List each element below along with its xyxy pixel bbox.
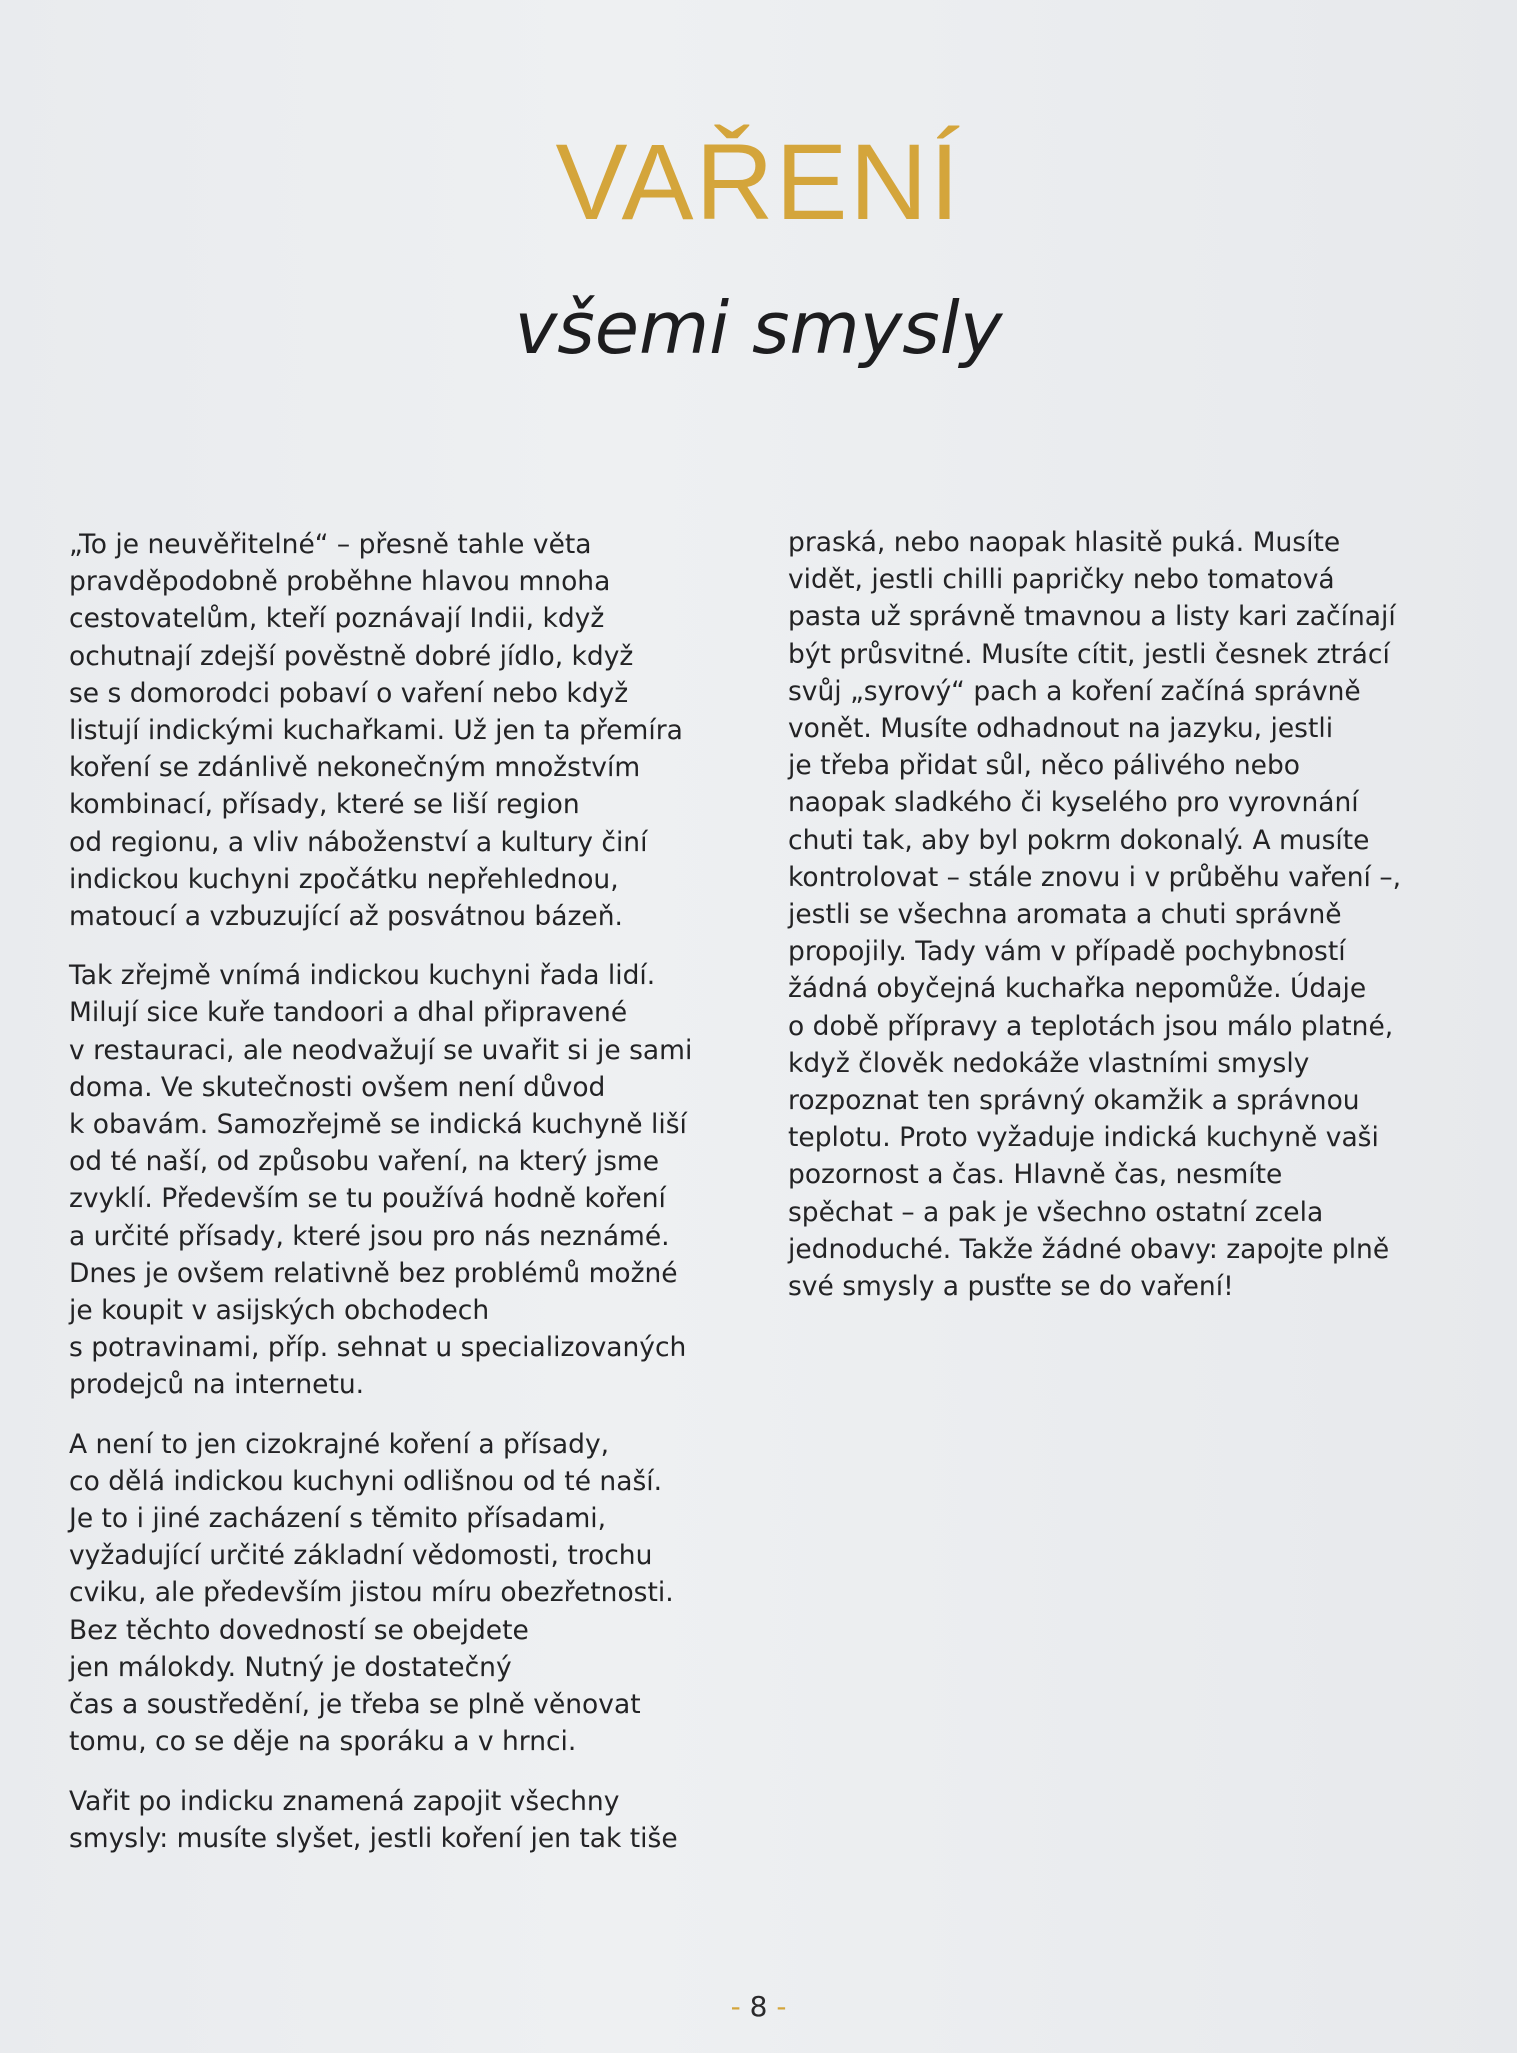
text-line: chuti tak, aby byl pokrm dokonalý. A musíte (788, 824, 1370, 856)
paragraph (69, 1783, 749, 1857)
text-line: kontrolovat – stále znovu i v průběhu vaření –, (788, 861, 1401, 893)
text-line: „To je neuvěřitelné“ – přesně tahle věta (69, 529, 592, 560)
text-line: se s domorodci pobaví o vaření nebo když (69, 677, 629, 709)
text-line: své smysly a pusťte se do vaření! (788, 1271, 1234, 1303)
text-line: když člověk nedokáže vlastními smysly (788, 1047, 1310, 1079)
text-line: indickou kuchyni zpočátku nepřehlednou, (69, 863, 619, 895)
text-line: ochutnají zdejší pověstně dobré jídlo, když (69, 640, 634, 672)
text-line: spěchat – a pak je všechno ostatní zcela (788, 1196, 1324, 1228)
text-line: Dnes je ovšem relativně bez problémů možné (69, 1257, 678, 1289)
text-line: být průsvitné. Musíte cítit, jestli česnek ztrácí (788, 638, 1390, 670)
page-number (0, 1990, 1517, 2023)
text-line: Bez těchto dovedností se obejdete (69, 1614, 529, 1646)
text-line: zvyklí. Především se tu používá hodně koření (69, 1183, 666, 1215)
text-line: doma. Ve skutečnosti ovšem není důvod (69, 1071, 606, 1103)
text-line: A není to jen cizokrajné koření a přísady, (69, 1428, 610, 1460)
text-line: žádná obyčejná kuchařka nepomůže. Údaje (788, 973, 1367, 1005)
text-line: v restauraci, ale neodvažují se uvařit si je sami (69, 1034, 693, 1066)
left-column (69, 526, 749, 1857)
text-line: Vařit po indicku znamená zapojit všechny (69, 1785, 620, 1817)
page-number-dash-left: - (730, 1990, 741, 2023)
text-line: od regionu, a vliv náboženství a kultury činí (69, 826, 648, 858)
text-line: praská, nebo naopak hlasitě puká. Musíte (788, 527, 1341, 558)
text-line: o době přípravy a teplotách jsou málo platné, (788, 1010, 1394, 1042)
text-line: je třeba přidat sůl, něco pálivého nebo (788, 750, 1300, 782)
text-line: pasta už správně tmavnou a listy kari začínají (788, 601, 1396, 633)
text-line: cestovatelům, kteří poznávají Indii, když (69, 603, 605, 635)
text-line: koření se zdánlivě nekonečným množstvím (69, 752, 641, 784)
text-line: vonět. Musíte odhadnout na jazyku, jestli (788, 713, 1334, 745)
text-line: k obavám. Samozřejmě se indická kuchyně liší (69, 1109, 687, 1141)
text-line: jednoduché. Takže žádné obavy: zapojte plně (788, 1233, 1390, 1265)
text-line: jestli se všechna aromata a chuti správně (788, 899, 1342, 931)
page-number-dash-right: - (776, 1990, 787, 2023)
text-line: propojily. Tady vám v případě pochybností (788, 936, 1346, 968)
text-line: kombinací, přísady, které se liší region (69, 789, 580, 821)
text-line: Tak zřejmě vnímá indickou kuchyni řada lidí. (69, 960, 656, 992)
text-line: čas a soustředění, je třeba se plně věnovat (69, 1689, 641, 1721)
text-line: teplotu. Proto vyžaduje indická kuchyně vaši (788, 1122, 1379, 1154)
text-line: smysly: musíte slyšet, jestli koření jen tak tiše (69, 1822, 678, 1854)
text-line: a určité přísady, které jsou pro nás neznámé. (69, 1220, 670, 1252)
text-line: prodejců na internetu. (69, 1369, 365, 1401)
paragraph (69, 957, 749, 1403)
page-title: VAŘENÍ (555, 121, 962, 242)
text-line: listují indickými kuchařkami. Už jen ta přemíra (69, 715, 683, 747)
text-line: naopak sladkého či kyselého pro vyrovnání (788, 787, 1359, 819)
paragraph (69, 526, 749, 935)
paragraph (69, 1426, 749, 1761)
text-line: tomu, co se děje na sporáku a v hrnci. (69, 1726, 577, 1758)
text-line: matoucí a vzbuzující až posvátnou bázeň. (69, 901, 623, 933)
right-column (788, 524, 1438, 1305)
text-line: rozpoznat ten správný okamžik a správnou (788, 1085, 1360, 1117)
text-line: pravděpodobně proběhne hlavou mnoha (69, 566, 611, 598)
text-line: je koupit v asijských obchodech (69, 1295, 490, 1327)
text-line: Milují sice kuře tandoori a dhal připravené (69, 997, 628, 1029)
text-line: co dělá indickou kuchyni odlišnou od té naší. (69, 1465, 663, 1497)
text-line: vidět, jestli chilli papričky nebo tomatová (788, 564, 1335, 596)
page-subtitle: všemi smysly (514, 286, 1003, 370)
text-line: od té naší, od způsobu vaření, na který jsme (69, 1146, 660, 1178)
paragraph (788, 524, 1438, 1305)
text-line: cviku, ale především jistou míru obezřetnosti. (69, 1577, 674, 1609)
text-line: pozornost a čas. Hlavně čas, nesmíte (788, 1159, 1283, 1191)
text-line: s potravinami, příp. sehnat u specializovaných (69, 1332, 687, 1364)
text-line: svůj „syrový“ pach a koření začíná správně (788, 675, 1361, 707)
text-line: vyžadující určité základní vědomosti, trochu (69, 1540, 653, 1572)
text-line: jen málokdy. Nutný je dostatečný (69, 1651, 512, 1683)
page-number-value: 8 (749, 1990, 768, 2023)
text-line: Je to i jiné zacházení s těmito přísadami, (69, 1503, 607, 1535)
